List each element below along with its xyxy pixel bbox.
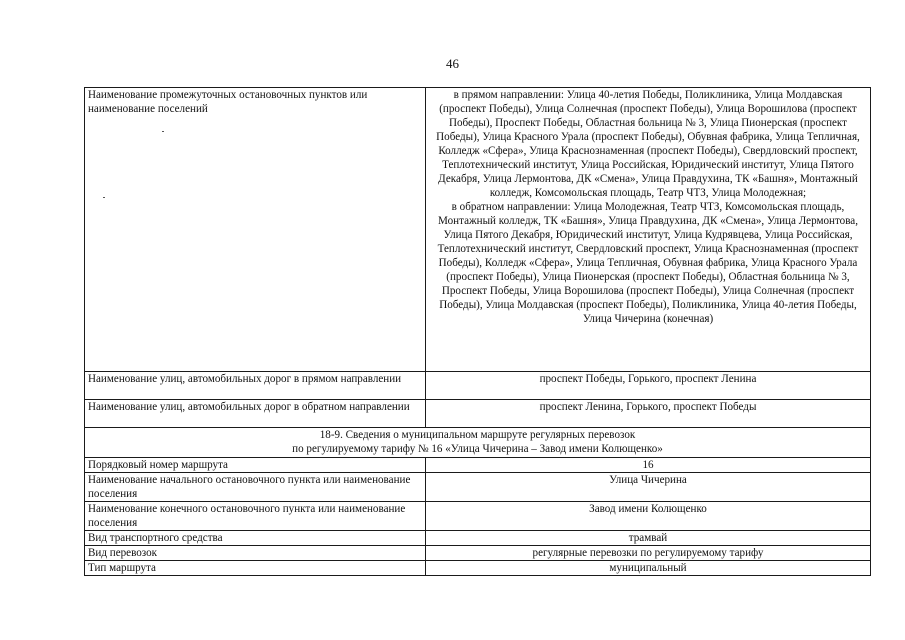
transport-kind-value: регулярные перевозки по регулируемому тарифу — [426, 546, 871, 561]
route-number-label: Порядковый номер маршрута — [85, 458, 426, 473]
vehicle-type-label: Вид транспортного средства — [85, 531, 426, 546]
scan-speck — [162, 131, 164, 132]
end-stop-value: Завод имени Колющенко — [426, 502, 871, 531]
table-row-route-number — [85, 458, 871, 473]
table-row-intermediate-stops — [85, 88, 871, 372]
intermediate-stops-cell — [426, 88, 871, 372]
route-number-value: 16 — [426, 458, 871, 473]
route-info-table — [84, 87, 871, 576]
section-heading — [85, 428, 871, 458]
end-stop-label: Наименование конечного остановочного пункта или наименование поселения — [85, 502, 426, 531]
table-row-transport-kind — [85, 546, 871, 561]
page-number: 46 — [446, 56, 459, 71]
vehicle-type-value: трамвай — [426, 531, 871, 546]
transport-kind-label: Вид перевозок — [85, 546, 426, 561]
route-type-value: муниципальный — [426, 561, 871, 576]
table-row-vehicle-type — [85, 531, 871, 546]
intermediate-stops-backward: в обратном направлении: Улица Молодежная, Театр ЧТЗ, Комсомольская площадь, Монтажный колледж, ТК «Башня», Улица Правдухина, ДК «Смена», Улица Лермонтова, Улица Пятого Декабря, Юридический институт, Улица Кудрявцева, Улица Российская, Теплотехнический институт, Свердловский проспект, Улица Краснознаменная (проспект Победы), Колледж «Сфера», Улица Тепличная, Обувная фабрика, Улица Красного Урала (проспект Победы), Улица Пионерская (проспект Победы), Областная больница № 3, Проспект Победы, Улица Ворошилова (проспект Победы), Улица Солнечная (проспект Победы), Улица Молдавская (проспект Победы), Поликлиника, Улица 40-летия Победы, Улица Чичерина (конечная) — [437, 201, 859, 325]
route-type-label: Тип маршрута — [85, 561, 426, 576]
section-heading-line2: по регулируемому тарифу № 16 «Улица Чичерина – Завод имени Колющенко» — [292, 443, 663, 455]
streets-backward-value: проспект Ленина, Горького, проспект Победы — [426, 400, 871, 428]
table-row-route-type — [85, 561, 871, 576]
scan-speck — [103, 197, 105, 198]
table-row-streets-backward — [85, 400, 871, 428]
streets-forward-label: Наименование улиц, автомобильных дорог в прямом направлении — [85, 372, 426, 400]
intermediate-stops-label: Наименование промежуточных остановочных пунктов или наименование поселений — [85, 88, 426, 372]
table-row-section-heading — [85, 428, 871, 458]
table-row-end-stop — [85, 502, 871, 531]
streets-forward-value: проспект Победы, Горького, проспект Ленина — [426, 372, 871, 400]
start-stop-value: Улица Чичерина — [426, 473, 871, 502]
table-row-start-stop — [85, 473, 871, 502]
streets-backward-label: Наименование улиц, автомобильных дорог в обратном направлении — [85, 400, 426, 428]
start-stop-label: Наименование начального остановочного пункта или наименование поселения — [85, 473, 426, 502]
section-heading-line1: 18-9. Сведения о муниципальном маршруте регулярных перевозок — [319, 429, 636, 441]
intermediate-stops-forward: в прямом направлении: Улица 40-летия Победы, Поликлиника, Улица Молдавская (проспект Победы), Улица Солнечная (проспект Победы), Улица Ворошилова (проспект Победы), Проспект Победы, Областная больница № 3, Улица Пионерская (проспект Победы), Улица Красного Урала (проспект Победы), Обувная фабрика, Улица Тепличная, Колледж «Сфера», Улица Краснознаменная (проспект Победы), Свердловский проспект, Теплотехнический институт, Улица Российская, Юридический институт, Улица Пятого Декабря, Улица Лермонтова, ДК «Смена», Улица Правдухина, ТК «Башня», Монтажный колледж, Комсомольская площадь, Театр ЧТЗ, Улица Молодежная; — [436, 89, 860, 199]
table-row-streets-forward — [85, 372, 871, 400]
